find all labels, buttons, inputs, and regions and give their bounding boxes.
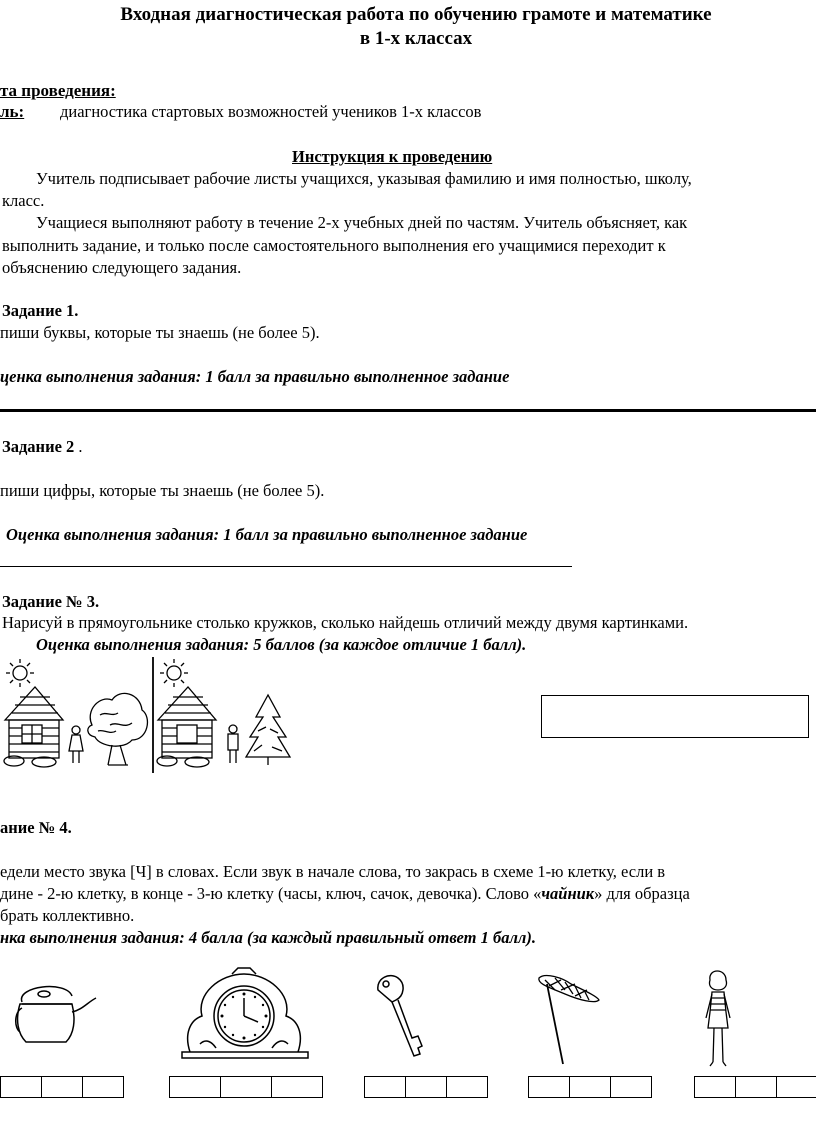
instructions-p1-line2: класс. bbox=[2, 191, 45, 210]
scheme-cell[interactable] bbox=[446, 1076, 488, 1098]
answer-scheme-clock bbox=[169, 1076, 322, 1098]
instructions-p2-line1: Учащиеся выполняют работу в течение 2-х учебных дней по частям. Учитель объясняет, как bbox=[36, 213, 688, 232]
task3-score: Оценка выполнения задания: 5 баллов (за каждое отличие 1 балл). bbox=[36, 635, 527, 654]
task2-score: Оценка выполнения задания: 1 балл за правильно выполненное задание bbox=[6, 525, 528, 544]
answer-scheme-key bbox=[364, 1076, 487, 1098]
answer-scheme-kettle bbox=[0, 1076, 123, 1098]
scheme-cell[interactable] bbox=[364, 1076, 406, 1098]
net-icon bbox=[535, 970, 605, 1070]
spot-difference-picture bbox=[0, 655, 320, 775]
task4-text-line2: дине - 2-ю клетку, в конце - 3-ю клетку (часы, ключ, сачок, девочка). Слово «чайник» для образца bbox=[0, 884, 690, 903]
instructions-p1-line1: Учитель подписывает рабочие листы учащихся, указывая фамилию и имя полностью, школу, bbox=[36, 169, 692, 188]
scheme-cell[interactable] bbox=[169, 1076, 221, 1098]
task2-text: пиши цифры, которые ты знаешь (не более 5). bbox=[0, 481, 325, 500]
goal-text: диагностика стартовых возможностей учеников 1-х классов bbox=[60, 102, 482, 121]
answer-line bbox=[0, 566, 572, 567]
house-icon bbox=[157, 687, 216, 767]
sun-icon bbox=[160, 659, 188, 687]
task4-score: нка выполнения задания: 4 балла (за каждый правильный ответ 1 балл). bbox=[0, 928, 537, 947]
scheme-cell[interactable] bbox=[405, 1076, 447, 1098]
tree-icon bbox=[88, 693, 148, 765]
task1-score: ценка выполнения задания: 1 балл за правильно выполненное задание bbox=[0, 367, 510, 386]
answer-rectangle[interactable] bbox=[541, 695, 809, 738]
date-label: та проведения: bbox=[0, 81, 116, 100]
divider-line bbox=[0, 409, 816, 412]
scheme-cell[interactable] bbox=[0, 1076, 42, 1098]
instructions-p2-line2: выполнить задание, и только после самостоятельного выполнения его учащимися переходит к bbox=[2, 236, 666, 255]
girl-figure bbox=[69, 726, 83, 763]
scheme-cell[interactable] bbox=[220, 1076, 272, 1098]
scheme-cell[interactable] bbox=[735, 1076, 777, 1098]
scheme-cell[interactable] bbox=[694, 1076, 736, 1098]
scheme-cell[interactable] bbox=[41, 1076, 83, 1098]
answer-scheme-net bbox=[528, 1076, 651, 1098]
task1-text: пиши буквы, которые ты знаешь (не более 5). bbox=[0, 323, 320, 342]
fir-tree-icon bbox=[246, 695, 290, 765]
page-subtitle: в 1-х классах bbox=[359, 28, 473, 49]
task3-text: Нарисуй в прямоугольнике столько кружков, сколько найдешь отличий между двумя картинками. bbox=[2, 613, 689, 632]
instructions-p2-line3: объяснению следующего задания. bbox=[2, 258, 242, 277]
girl-icon bbox=[698, 966, 738, 1076]
scheme-cell[interactable] bbox=[610, 1076, 652, 1098]
scheme-cell[interactable] bbox=[569, 1076, 611, 1098]
task3-heading: Задание № 3. bbox=[2, 592, 100, 611]
kettle-icon bbox=[10, 972, 100, 1052]
clock-icon bbox=[180, 964, 310, 1064]
task4-text-line3: брать коллективно. bbox=[0, 906, 135, 925]
scheme-cell[interactable] bbox=[776, 1076, 816, 1098]
goal-label: ль: bbox=[0, 102, 25, 121]
task4-heading: ание № 4. bbox=[0, 818, 72, 837]
scheme-cell[interactable] bbox=[82, 1076, 124, 1098]
instructions-heading: Инструкция к проведению bbox=[292, 147, 493, 166]
boy-figure bbox=[228, 725, 238, 763]
scheme-cell[interactable] bbox=[271, 1076, 323, 1098]
sun-icon bbox=[6, 659, 34, 687]
answer-scheme-girl bbox=[694, 1076, 816, 1098]
scheme-cell[interactable] bbox=[528, 1076, 570, 1098]
key-icon bbox=[372, 970, 432, 1070]
task4-text-line1: едели место звука [Ч] в словах. Если звук в начале слова, то закрась в схеме 1-ю клетку, если в bbox=[0, 862, 666, 881]
task1-heading: Задание 1. bbox=[2, 301, 79, 320]
task2-heading: Задание 2 . bbox=[2, 437, 83, 456]
page-title: Входная диагностическая работа по обучению грамоте и математике bbox=[120, 4, 712, 25]
house-icon bbox=[4, 687, 63, 767]
